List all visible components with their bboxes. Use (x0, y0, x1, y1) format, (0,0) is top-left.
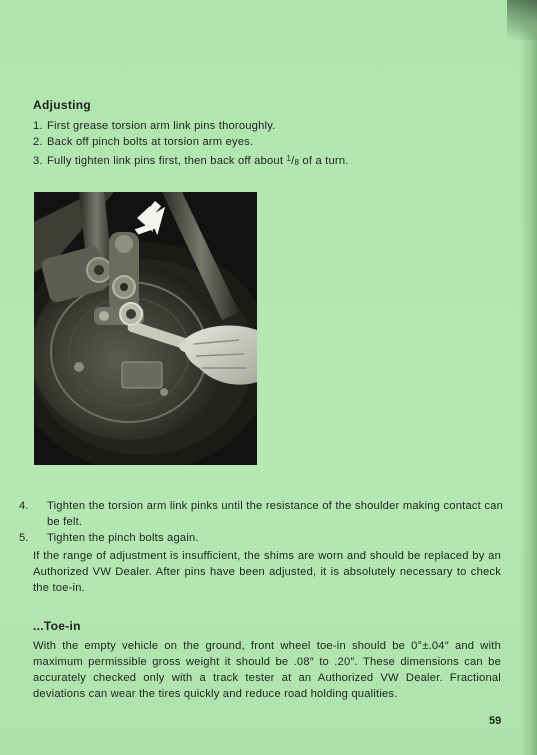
tightening-steps-list (19, 499, 503, 546)
step-number: 2. (33, 135, 43, 148)
step-text: Tighten the torsion arm link pinks until the resistance of the shoulder making contact can be felt. (47, 500, 503, 528)
wheel-hub-illustration (34, 192, 257, 465)
step-number: 3. (33, 154, 43, 167)
page-corner-shadow (507, 0, 537, 40)
fraction-slash: / (291, 154, 295, 167)
step-text: Fully tighten link pins first, then back off about (47, 154, 287, 167)
step-text: Tighten the pinch bolts again. (47, 531, 199, 544)
section-heading-toe-in: ...Toe-in (33, 619, 81, 633)
adjustment-note-paragraph: If the range of adjustment is insufficient, the shims are worn and should be replaced by an Authorized VW Dealer. After pins have been adjusted, it is absolutely necessary to check the toe-in. (33, 550, 501, 594)
page-number: 59 (489, 715, 502, 727)
toe-in-paragraph: With the empty vehicle on the ground, front wheel toe-in should be 0°±.04″ and with maximum permissible gross weight it should be .08″ to .20″. These dimensions can be accurately checked only with a track tester at an Authorized VW Dealer. Fractional deviations can wear the tires quickly and reduce road holding qualities. (33, 640, 501, 700)
fraction-denominator: 8 (294, 157, 300, 167)
section-heading-adjusting: Adjusting (33, 98, 92, 112)
step-item (33, 151, 503, 171)
step-item (19, 531, 503, 547)
step-text: Back off pinch bolts at torsion arm eyes. (47, 135, 254, 148)
step-number: 5. (19, 531, 29, 544)
step-item (33, 135, 503, 151)
step-text: First grease torsion arm link pins thoroughly. (47, 120, 276, 132)
step-number: 1. (33, 120, 43, 132)
adjusting-steps-list (33, 119, 503, 170)
step-item (19, 499, 503, 531)
step-text-end: of a turn. (299, 154, 349, 167)
suspension-adjustment-photo (34, 192, 257, 465)
page-edge-shadow (519, 0, 537, 755)
step-item (33, 119, 503, 135)
step-number: 4. (19, 500, 29, 512)
fraction-numerator: 1 (286, 153, 292, 163)
